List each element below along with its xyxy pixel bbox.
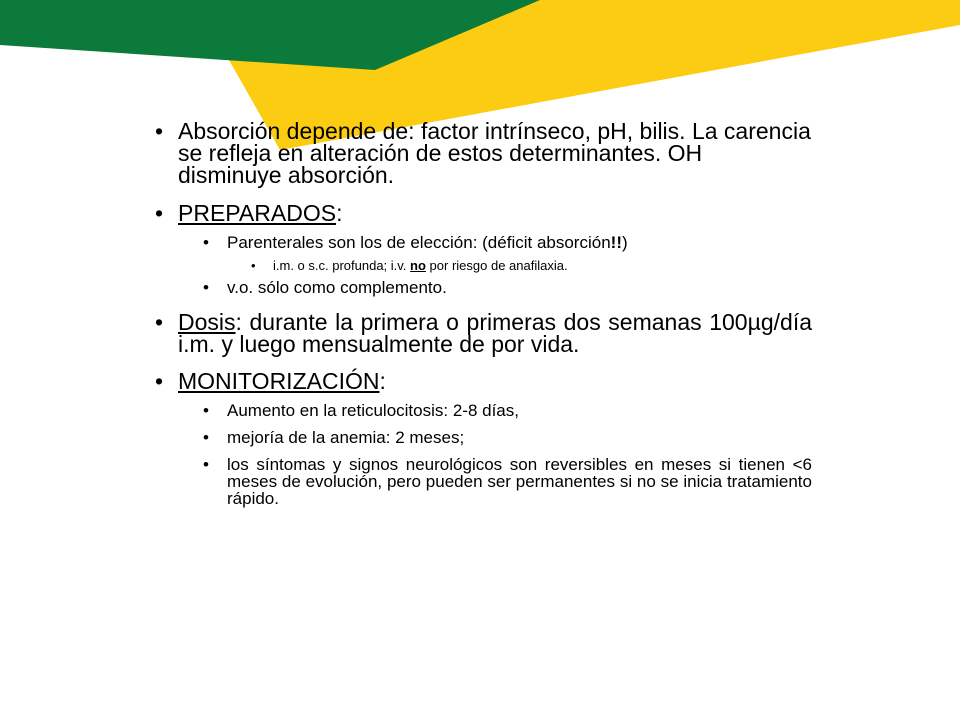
anemia-text: mejoría de la anemia: 2 meses; [227,428,465,447]
bullet-reticulocitosis [155,402,812,419]
monitorizacion-colon: : [379,368,386,394]
bullet-icon: • [155,309,164,335]
vo-text: v.o. sólo como complemento. [227,278,447,297]
bullet-icon: • [203,278,209,297]
bullet-parenterales [155,234,812,251]
bullet-icon: • [155,200,164,226]
bullet-sintomas [155,456,812,507]
absorcion-text: Absorción depende de: factor intrínseco, pH, bilis. La carencia se refleja en alteración de estos determinantes. OH disminuye absorción. [178,118,811,188]
bullet-icon: • [203,401,209,420]
bullet-preparados [155,202,812,224]
monitorizacion-heading: MONITORIZACIÓN [178,368,380,394]
im-sc-rest: por riesgo de anafilaxia. [425,258,568,273]
im-sc-no: no [410,258,426,273]
bullet-im-sc [155,258,812,273]
bullet-icon: • [155,368,164,394]
bullet-icon: • [203,428,209,447]
bullet-icon: • [203,233,209,252]
slide-body [155,120,812,507]
sintomas-text: los síntomas y signos neurológicos son reversibles en meses si tienen <6 meses de evolución, pero pueden ser permanentes si no se inicia tratamiento rápido. [227,455,812,508]
dosis-heading: Dosis [178,309,236,335]
parenterales-text: Parenterales son los de elección: (déficit absorción [227,233,611,252]
bullet-vo [155,279,812,296]
dosis-text: : durante la primera o primeras dos semanas 100µg/día i.m. y luego mensualmente de por vida. [178,309,812,357]
bullet-monitorizacion [155,370,812,392]
parenterales-close: ) [621,233,628,252]
bullet-icon: • [155,118,164,144]
bullet-anemia [155,429,812,446]
preparados-heading: PREPARADOS [178,200,337,226]
bullet-dosis [155,311,812,355]
im-sc-text: i.m. o s.c. profunda; i.v. [273,258,411,273]
preparados-colon: : [336,200,343,226]
bullet-absorcion [155,120,812,186]
reticulocitosis-text: Aumento en la reticulocitosis: 2-8 días, [227,401,519,420]
parenterales-emphasis: !! [610,233,622,252]
bullet-icon: • [203,455,209,474]
bullet-icon: • [251,258,256,273]
